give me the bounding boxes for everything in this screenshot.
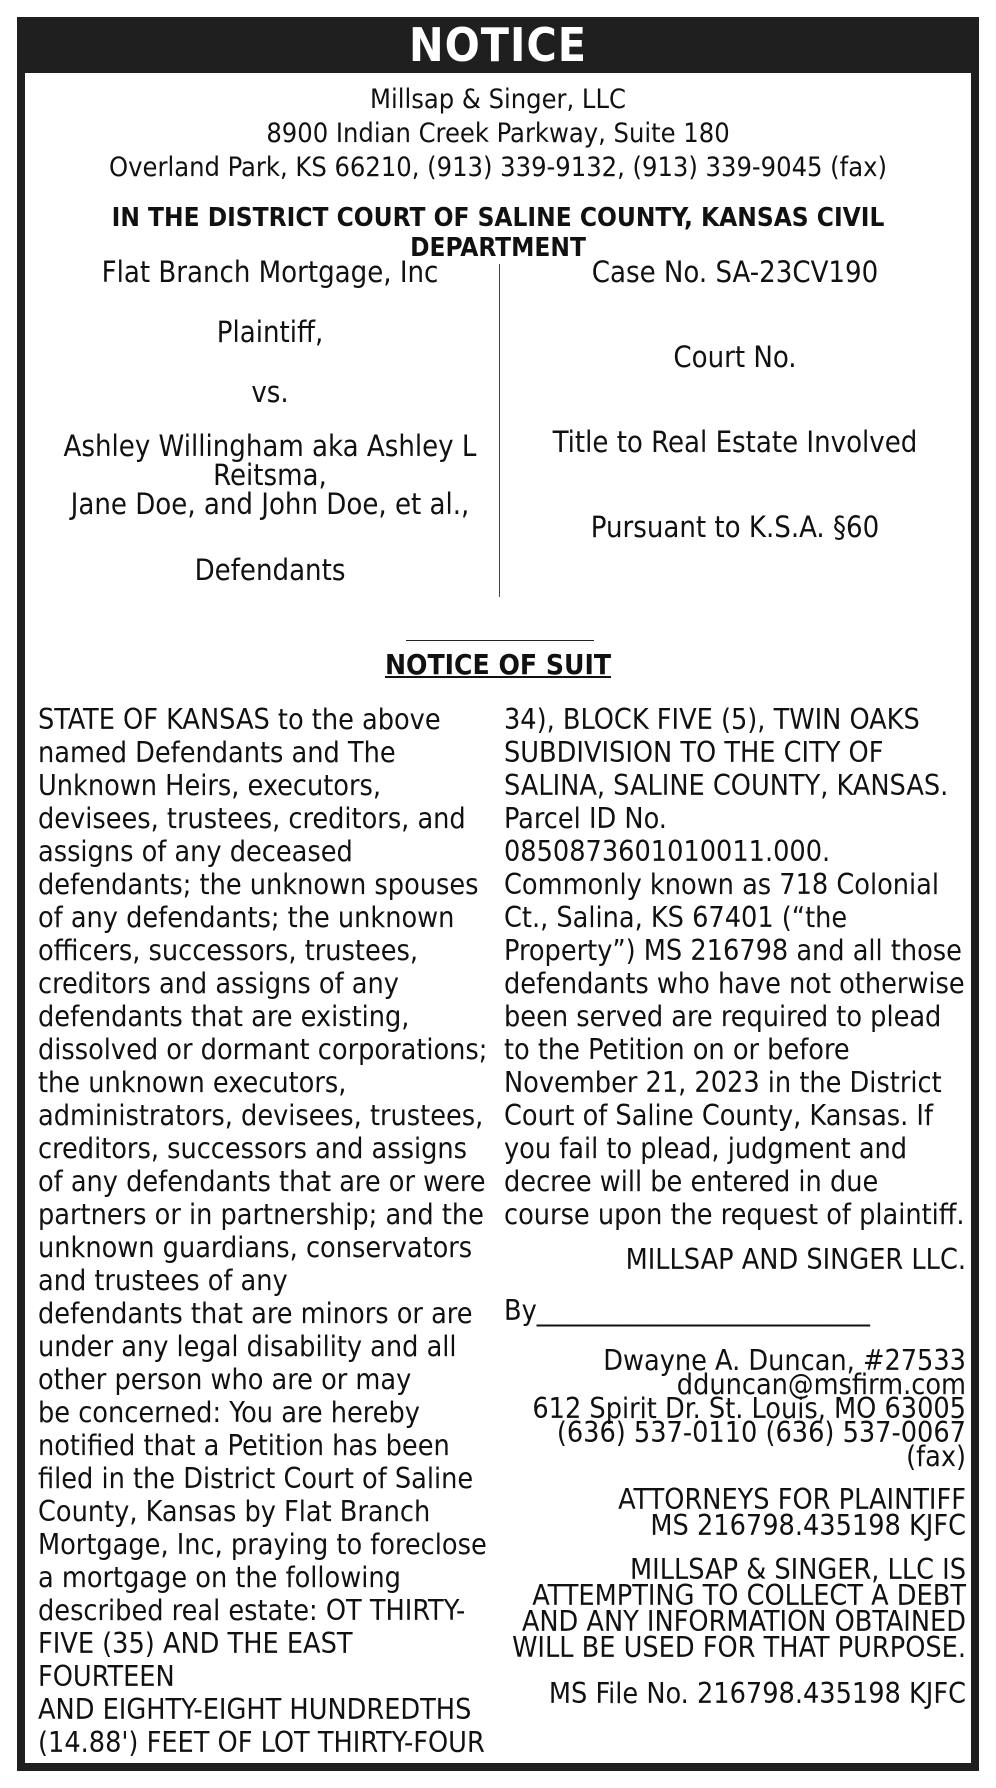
section-rule <box>406 640 594 641</box>
notice-of-suit-title: NOTICE OF SUIT <box>384 648 612 681</box>
caption-divider <box>499 264 500 597</box>
attorney-block <box>504 1344 966 1473</box>
signature-line: By__________________________ <box>504 1294 870 1327</box>
attorney-name: Dwayne A. Duncan, #27533 <box>603 1344 966 1377</box>
defendants-label: Defendants <box>194 553 346 587</box>
signature-firm: MILLSAP AND SINGER LLC. <box>625 1243 966 1276</box>
defendants-line-1: Ashley Willingham aka Ashley L Reitsma, <box>63 429 477 492</box>
right-border <box>971 17 979 1771</box>
pursuant-statute: Pursuant to K.S.A. §60 <box>590 510 880 544</box>
notice-body-right-column <box>504 703 966 1710</box>
defendants-line-2: Jane Doe, and John Doe, et al., <box>70 487 470 521</box>
court-heading: IN THE DISTRICT COURT OF SALINE COUNTY, KANSAS CIVIL DEPARTMENT <box>111 203 885 263</box>
attorney-address: 612 Spirit Dr. St. Louis, MO 63005 <box>532 1392 966 1425</box>
notice-banner: NOTICE <box>17 17 979 73</box>
debt-collection-disclaimer: MILLSAP & SINGER, LLC IS ATTEMPTING TO COLLECT A DEBT AND ANY INFORMATION OBTAINED WILL BE USED FOR THAT PURPOSE. <box>512 1553 966 1664</box>
left-border <box>17 17 25 1771</box>
court-number: Court No. <box>673 340 797 374</box>
notice-body-left: STATE OF KANSAS to the above named Defendants and The Unknown Heirs, executors, devisees, trustees, creditors, and assigns of any deceased defendants; the unknown spouses of any defendants; the unknown officers, successors, trustees, creditors and assigns of any defendants that are existing, dissolved or dormant corporations; the unknown executors, administrators, devisees, trustees, creditors, successors and assigns of any defendants that are or were partners or in partnership; and the unknown guardians, conservators and trustees of any defendants that are minors or are under any legal disability and all other person who are or may be concerned: You are hereby notified that a Petition has been filed in the District Court of Saline County, Kansas by Flat Branch Mortgage, Inc, praying to foreclose a mortgage on the following described real estate: OT THIRTY- FIVE (35) AND THE EAST FOURTEEN AND EIGHTY-EIGHT HUNDREDTHS (14.88') FEET OF LOT THIRTY-FOUR <box>38 703 488 1759</box>
attorney-email: dduncan@msfirm.com <box>676 1368 966 1401</box>
attorney-phones: (636) 537-0110 (636) 537-0067 (fax) <box>556 1416 966 1473</box>
notice-body-right: 34), BLOCK FIVE (5), TWIN OAKS SUBDIVISION TO THE CITY OF SALINA, SALINE COUNTY, KANSAS. Parcel ID No. 0850873601010011.000. Commonly known as 718 Colonial Ct., Salina, KS 67401 (“the Property”) MS 216798 and all those defendants who have not otherwise been served are required to plead to the Petition on or before November 21, 2023 in the District Court of Saline County, Kansas. If you fail to plead, judgment and decree will be entered in due course upon the request of plaintiff. <box>504 703 965 1231</box>
attorneys-role-block <box>504 1483 966 1542</box>
case-number: Case No. SA-23CV190 <box>591 255 879 289</box>
bottom-border <box>17 1763 979 1771</box>
attorneys-role: ATTORNEYS FOR PLAINTIFF <box>618 1483 966 1516</box>
firm-address: 8900 Indian Creek Parkway, Suite 180 <box>266 118 730 149</box>
caption-parties <box>45 252 495 590</box>
firm-name: Millsap & Singer, LLC <box>370 84 626 115</box>
plaintiff-label: Plaintiff, <box>216 315 324 349</box>
caption-case-info <box>505 252 965 547</box>
attorneys-ref: MS 216798.435198 KJFC <box>650 1509 966 1542</box>
versus-label: vs. <box>251 375 289 409</box>
plaintiff-name: Flat Branch Mortgage, Inc <box>101 255 439 289</box>
firm-contact: Overland Park, KS 66210, (913) 339-9132, (913) 339-9045 (fax) <box>109 152 887 183</box>
title-real-estate: Title to Real Estate Involved <box>552 425 918 459</box>
ms-file-number: MS File No. 216798.435198 KJFC <box>548 1677 966 1710</box>
